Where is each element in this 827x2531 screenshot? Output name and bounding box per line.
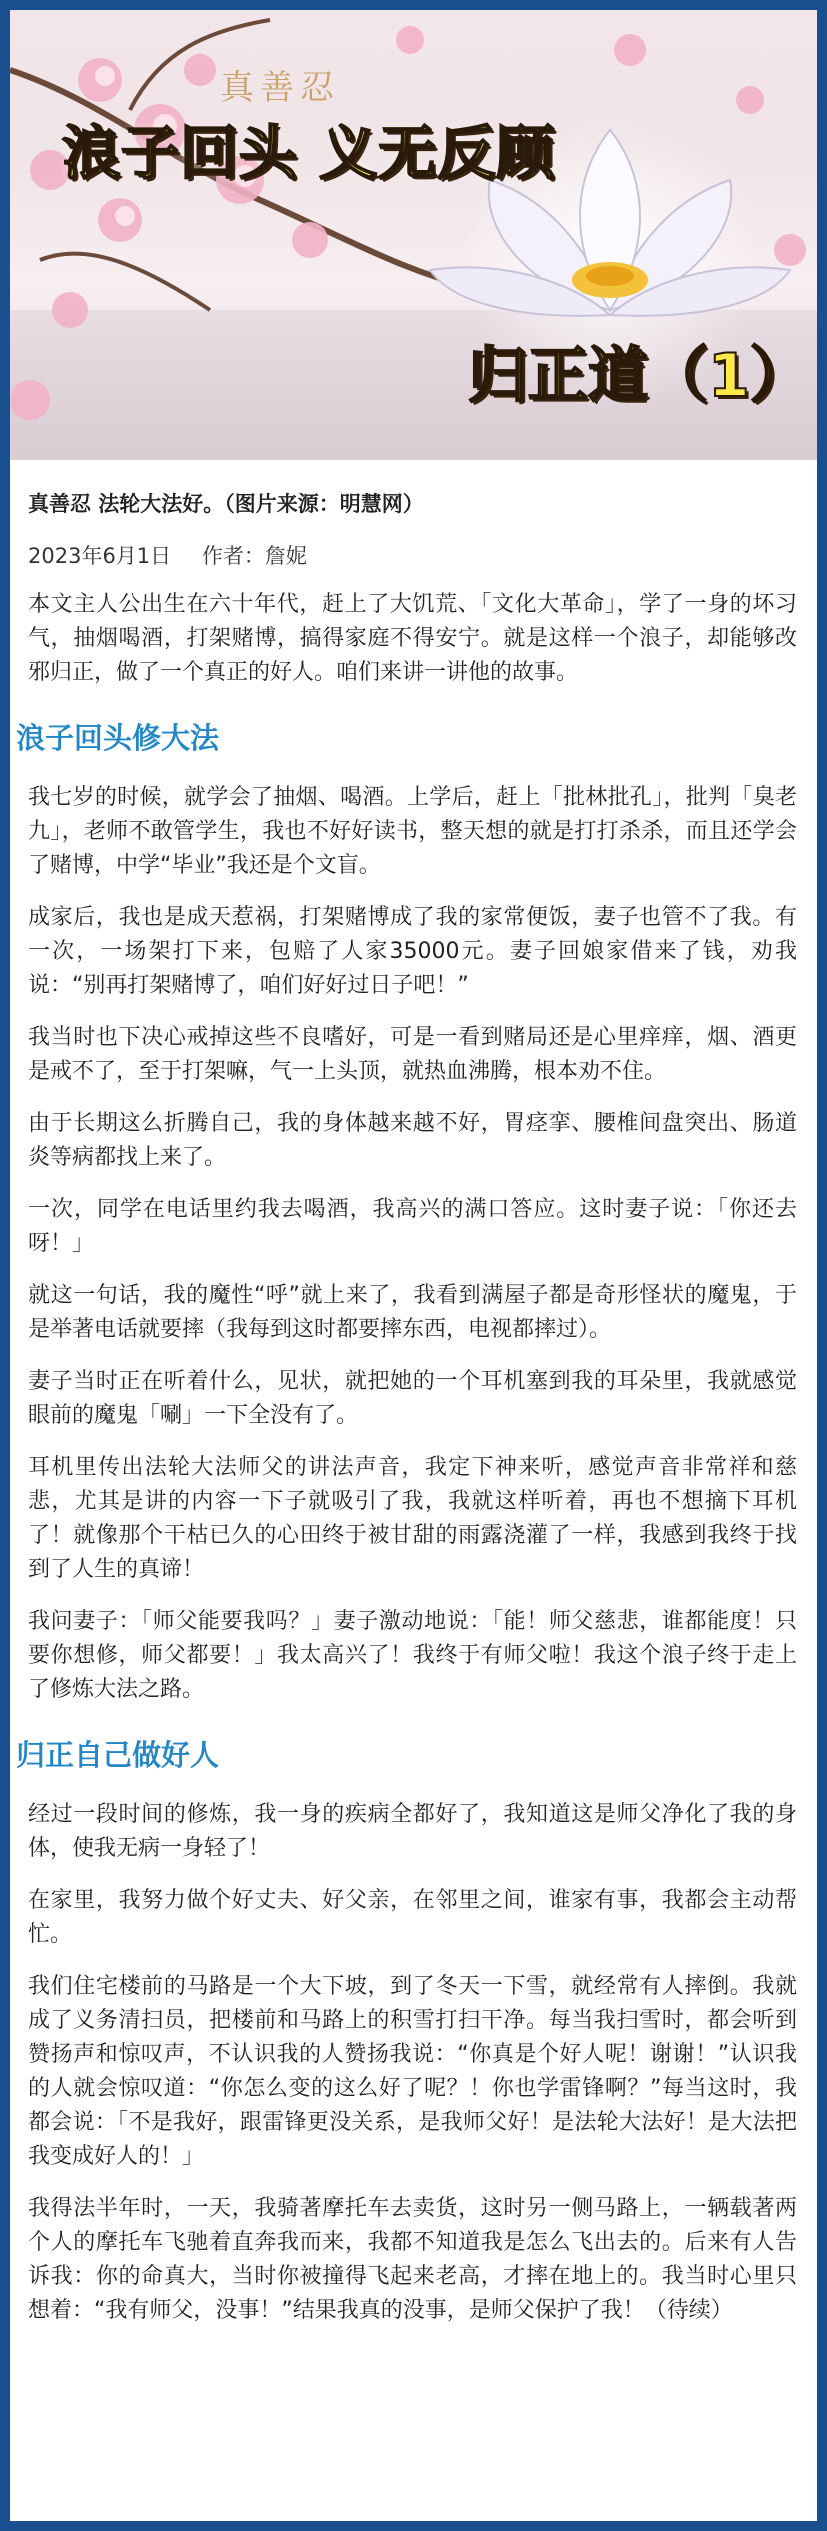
- header-banner-image: [10, 10, 817, 460]
- paragraph: 我当时也下决心戒掉这些不良嗜好，可是一看到赌局还是心里痒痒，烟、酒更是戒不了，至于打架嘛，气一上头顶，就热血沸腾，根本劝不住。: [28, 1025, 797, 1084]
- paragraph: 一次，同学在电话里约我去喝酒，我高兴的满口答应。这时妻子说：「你还去呀！」: [28, 1197, 797, 1256]
- article-body: [10, 468, 817, 2328]
- section-heading: 浪子回头修大法: [16, 721, 220, 755]
- paragraph: 我得法半年时，一天，我骑著摩托车去卖货，这时另一侧马路上，一辆载著两个人的摩托车飞驰着直奔我而来，我都不知道我是怎么飞出去的。后来有人告诉我：你的命真大，当时你被撞得飞起来老高，才摔在地上的。我当时心里只想着：“我有师父，没事！”结果我真的没事，是师父保护了我！（待续）: [28, 2196, 797, 2323]
- paragraph: 我七岁的时候，就学会了抽烟、喝酒。上学后，赶上「批林批孔」，批判「臭老九」，老师不敢管学生，我也不好好读书，整天想的就是打打杀杀，而且还学会了赌博，中学“毕业”我还是个文盲。: [28, 785, 797, 878]
- section-heading: 归正自己做好人: [16, 1738, 220, 1772]
- publish-date: 2023年6月1日: [28, 544, 172, 568]
- paragraph: 我问妻子：「师父能要我吗？」妻子激动地说：「能！师父慈悲，谁都能度！只要你想修，师父都要！」我太高兴了！我终于有师父啦！我这个浪子终于走上了修炼大法之路。: [28, 1609, 797, 1702]
- banner-subtitle: 归正道（1）: [468, 341, 810, 411]
- paragraph: 经过一段时间的修炼，我一身的疾病全都好了，我知道这是师父净化了我的身体，使我无病一身轻了！: [28, 1802, 797, 1861]
- article-meta: [28, 540, 799, 570]
- paragraph: 耳机里传出法轮大法师父的讲法声音，我定下神来听，感觉声音非常祥和慈悲，尤其是讲的内容一下子就吸引了我，我就这样听着，再也不想摘下耳机了！就像那个干枯已久的心田终于被甘甜的雨露浇灌了一样，我感到我终于找到了人生的真谛！: [28, 1455, 797, 1582]
- paragraph: 由于长期这么折腾自己，我的身体越来越不好，胃痉挛、腰椎间盘突出、肠道炎等病都找上来了。: [28, 1111, 797, 1170]
- image-caption: 真善忍 法轮大法好。（图片来源：明慧网）: [28, 492, 424, 516]
- paragraph: 在家里，我努力做个好丈夫、好父亲，在邻里之间，谁家有事，我都会主动帮忙。: [28, 1888, 797, 1947]
- article-container: [10, 10, 817, 2521]
- banner-title: 浪子回头 义无反顾: [62, 119, 556, 187]
- banner-brand-text: 真善忍: [220, 68, 340, 108]
- author: 作者：詹妮: [201, 544, 307, 568]
- paragraph: 我们住宅楼前的马路是一个大下坡，到了冬天一下雪，就经常有人摔倒。我就成了义务清扫员，把楼前和马路上的积雪打扫干净。每当我扫雪时，都会听到赞扬声和惊叹声，不认识我的人赞扬我说：“你真是个好人呢！谢谢！”认识我的人就会惊叹道：“你怎么变的这么好了呢？！你也学雷锋啊？”每当这时，我都会说：「不是我好，跟雷锋更没关系，是我师父好！是法轮大法好！是大法把我变成好人的！」: [28, 1974, 797, 2169]
- intro-paragraph: 本文主人公出生在六十年代，赶上了大饥荒、「文化大革命」，学了一身的坏习气，抽烟喝酒，打架赌博，搞得家庭不得安宁。就是这样一个浪子，却能够改邪归正，做了一个真正的好人。咱们来讲一讲他的故事。: [28, 592, 797, 685]
- paragraph: 就这一句话，我的魔性“呼”就上来了，我看到满屋子都是奇形怪状的魔鬼，于是举著电话就要摔（我每到这时都要摔东西，电视都摔过）。: [28, 1283, 797, 1342]
- paragraph: 成家后，我也是成天惹祸，打架赌博成了我的家常便饭，妻子也管不了我。有一次，一场架打下来，包赔了人家35000元。妻子回娘家借来了钱，劝我说：“别再打架赌博了，咱们好好过日子吧！”: [28, 905, 797, 998]
- paragraph: 妻子当时正在听着什么，见状，就把她的一个耳机塞到我的耳朵里，我就感觉眼前的魔鬼「唰」一下全没有了。: [28, 1369, 797, 1428]
